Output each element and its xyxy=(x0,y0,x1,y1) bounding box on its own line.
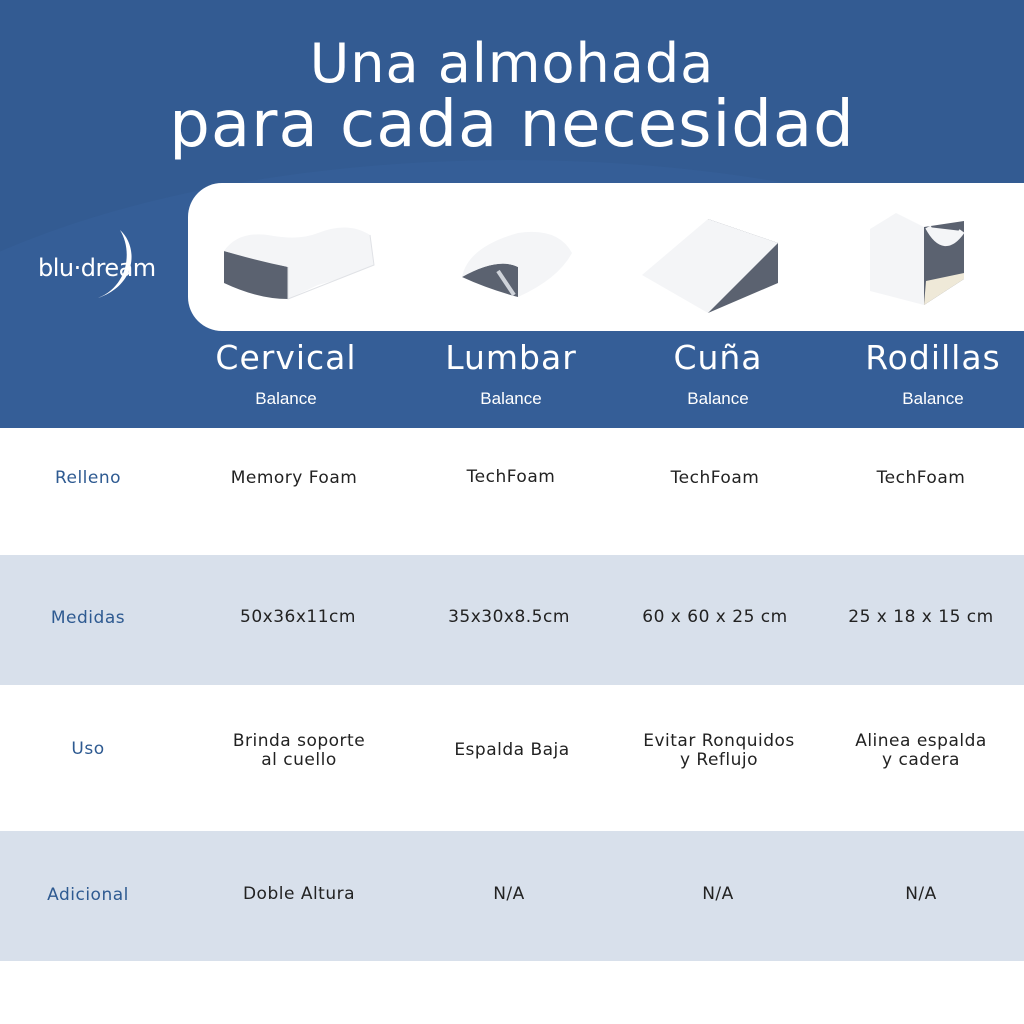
lumbar-pillow-icon xyxy=(458,227,578,303)
table-cell: 35x30x8.5cm xyxy=(448,607,570,627)
product-rodillas xyxy=(828,338,1024,409)
product-photo-strip xyxy=(188,183,1024,331)
row-label: Adicional xyxy=(47,885,129,905)
table-cell: TechFoam xyxy=(670,468,760,488)
table-cell: Alinea espalda y cadera xyxy=(855,731,987,770)
table-cell: 50x36x11cm xyxy=(240,607,356,627)
product-line: Balance xyxy=(687,389,749,408)
table-row-medidas xyxy=(0,555,1024,685)
table-cell: TechFoam xyxy=(876,468,966,488)
table-cell: N/A xyxy=(702,884,734,904)
row-label: Medidas xyxy=(50,608,126,628)
cervical-pillow-icon xyxy=(218,221,378,301)
table-row-relleno xyxy=(0,428,1024,555)
product-name: Cuña xyxy=(673,338,763,377)
product-line: Balance xyxy=(255,389,317,408)
table-cell: 25 x 18 x 15 cm xyxy=(848,607,994,627)
product-cervical xyxy=(181,338,391,409)
table-cell: Espalda Baja xyxy=(454,740,570,760)
wedge-pillow-icon xyxy=(638,215,788,315)
header-banner xyxy=(0,0,1024,428)
row-label: Relleno xyxy=(54,468,122,488)
table-cell: 60 x 60 x 25 cm xyxy=(642,607,788,627)
knee-pillow-icon xyxy=(866,207,966,311)
brand-logo xyxy=(38,226,168,306)
product-name: Rodillas xyxy=(865,338,1001,377)
page-title-line-2: para cada necesidad xyxy=(169,88,855,162)
product-line: Balance xyxy=(902,389,964,408)
table-cell: Brinda soporte al cuello xyxy=(232,731,366,770)
table-cell: Memory Foam xyxy=(230,468,358,488)
table-cell: Evitar Ronquidos y Reflujo xyxy=(643,731,795,770)
table-cell: Doble Altura xyxy=(242,884,356,904)
product-name: Cervical xyxy=(215,338,357,377)
page-title-line-1: Una almohada xyxy=(309,32,715,95)
product-name: Lumbar xyxy=(445,338,577,377)
table-cell: N/A xyxy=(493,884,525,904)
brand-name: blu·dream xyxy=(38,254,156,282)
table-cell: TechFoam xyxy=(466,467,556,487)
row-label: Uso xyxy=(71,739,105,759)
table-cell: N/A xyxy=(905,884,937,904)
product-line: Balance xyxy=(480,389,542,408)
table-row-uso xyxy=(0,685,1024,831)
product-lumbar xyxy=(406,338,616,409)
product-cuna xyxy=(613,338,823,409)
table-row-adicional xyxy=(0,831,1024,961)
